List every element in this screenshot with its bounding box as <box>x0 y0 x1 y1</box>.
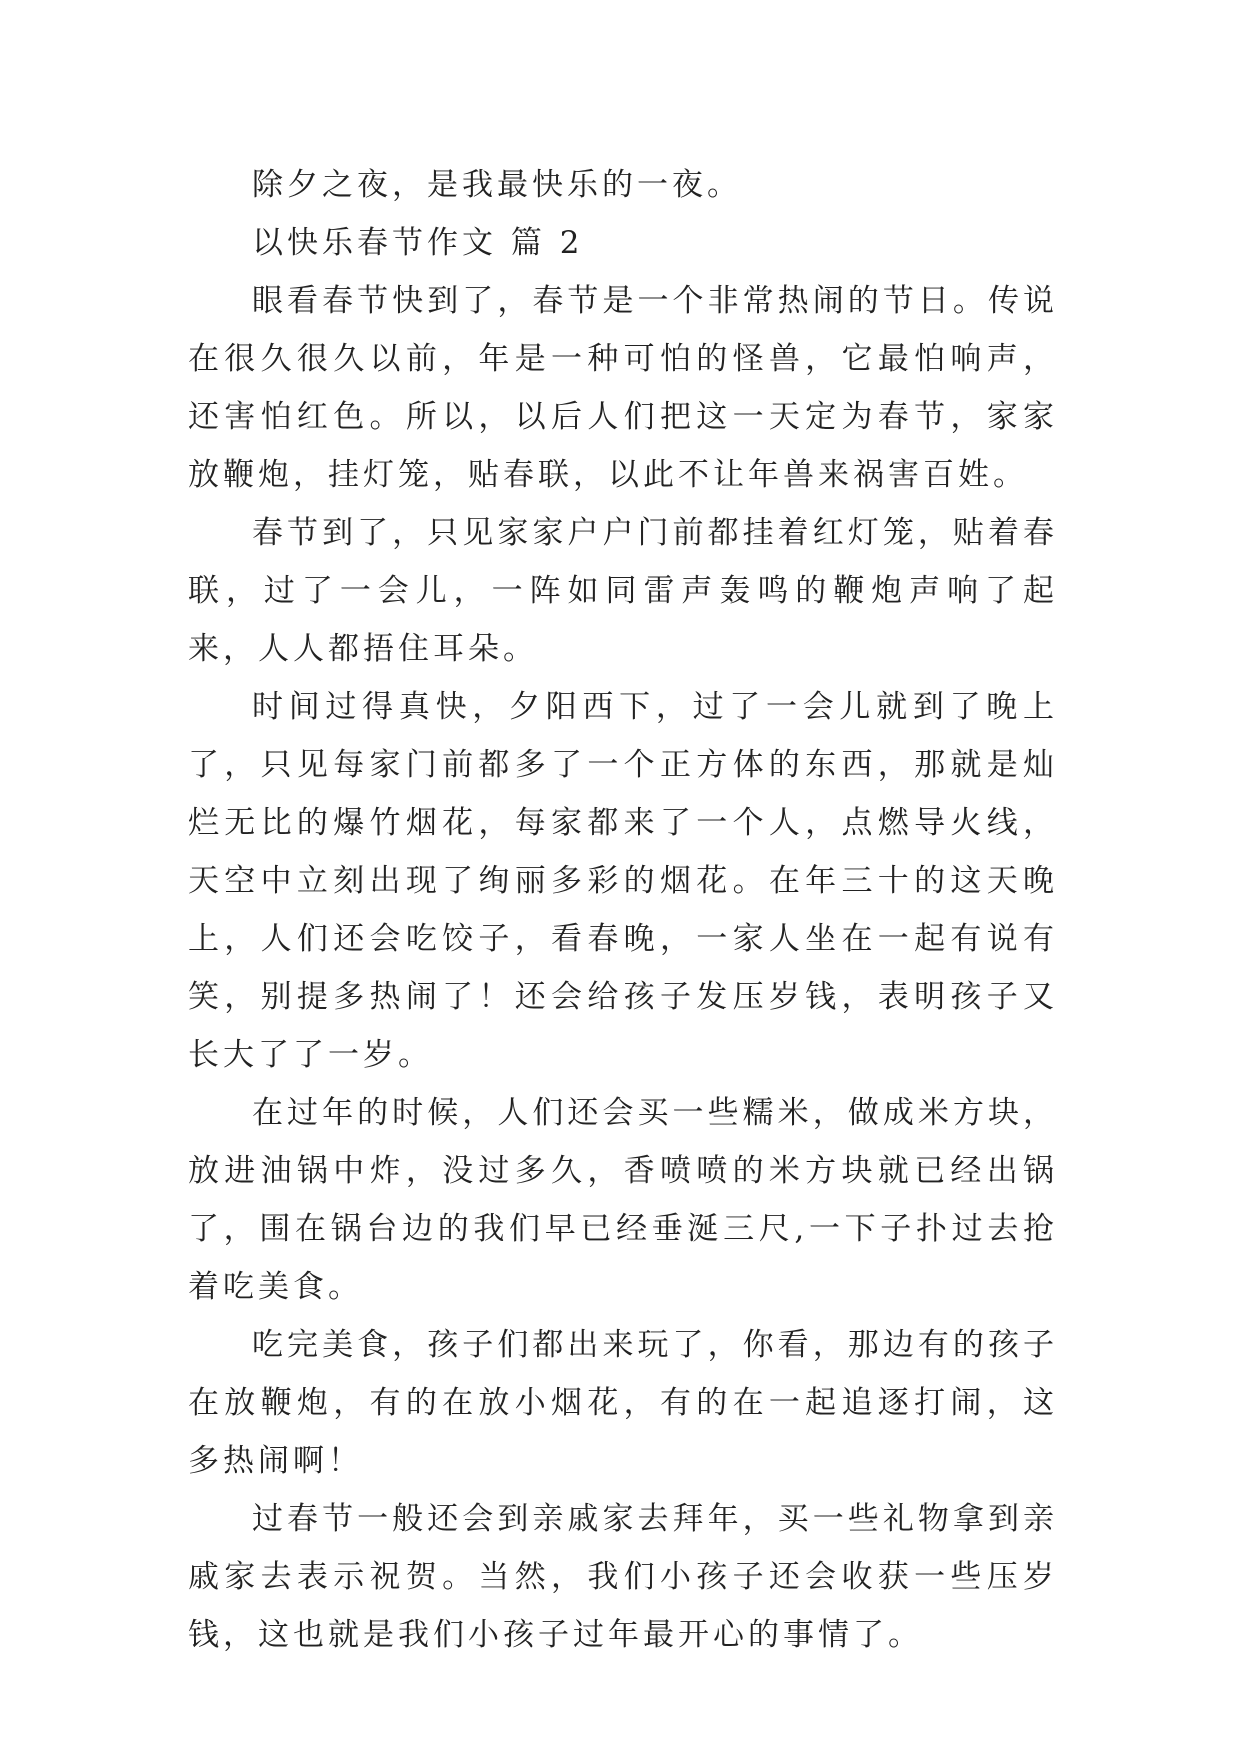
paragraph: 过春节一般还会到亲戚家去拜年，买一些礼物拿到亲戚家去表示祝贺。当然，我们小孩子还会收获一些压岁钱，这也就是我们小孩子过年最开心的事情了。 <box>188 1501 1058 1653</box>
paragraph: 眼看春节快到了，春节是一个非常热闹的节日。传说在很久很久以前，年是一种可怕的怪兽，它最怕响声，还害怕红色。所以，以后人们把这一天定为春节，家家放鞭炮，挂灯笼，贴春联，以此不让年兽来祸害百姓。 <box>188 283 1058 493</box>
closing-line: 除夕之夜，是我最快乐的一夜。 <box>252 167 742 203</box>
paragraph: 吃完美食，孩子们都出来玩了，你看，那边有的孩子在放鞭炮，有的在放小烟花，有的在一起追逐打闹，这多热闹啊！ <box>188 1327 1058 1479</box>
paragraph: 时间过得真快，夕阳西下，过了一会儿就到了晚上了，只见每家门前都多了一个正方体的东西，那就是灿烂无比的爆竹烟花，每家都来了一个人，点燃导火线，天空中立刻出现了绚丽多彩的烟花。在年三十的这天晚上，人们还会吃饺子，看春晚，一家人坐在一起有说有笑，别提多热闹了！还会给孩子发压岁钱，表明孩子又长大了了一岁。 <box>188 689 1058 1073</box>
document-body <box>188 156 1058 1664</box>
paragraph: 春节到了，只见家家户户门前都挂着红灯笼，贴着春联，过了一会儿，一阵如同雷声轰鸣的鞭炮声响了起来，人人都捂住耳朵。 <box>188 515 1058 667</box>
essay-heading: 以快乐春节作文 篇 2 <box>252 225 584 261</box>
paragraph: 在过年的时候，人们还会买一些糯米，做成米方块，放进油锅中炸，没过多久，香喷喷的米方块就已经出锅了，围在锅台边的我们早已经垂涎三尺,一下子扑过去抢着吃美食。 <box>188 1095 1058 1305</box>
